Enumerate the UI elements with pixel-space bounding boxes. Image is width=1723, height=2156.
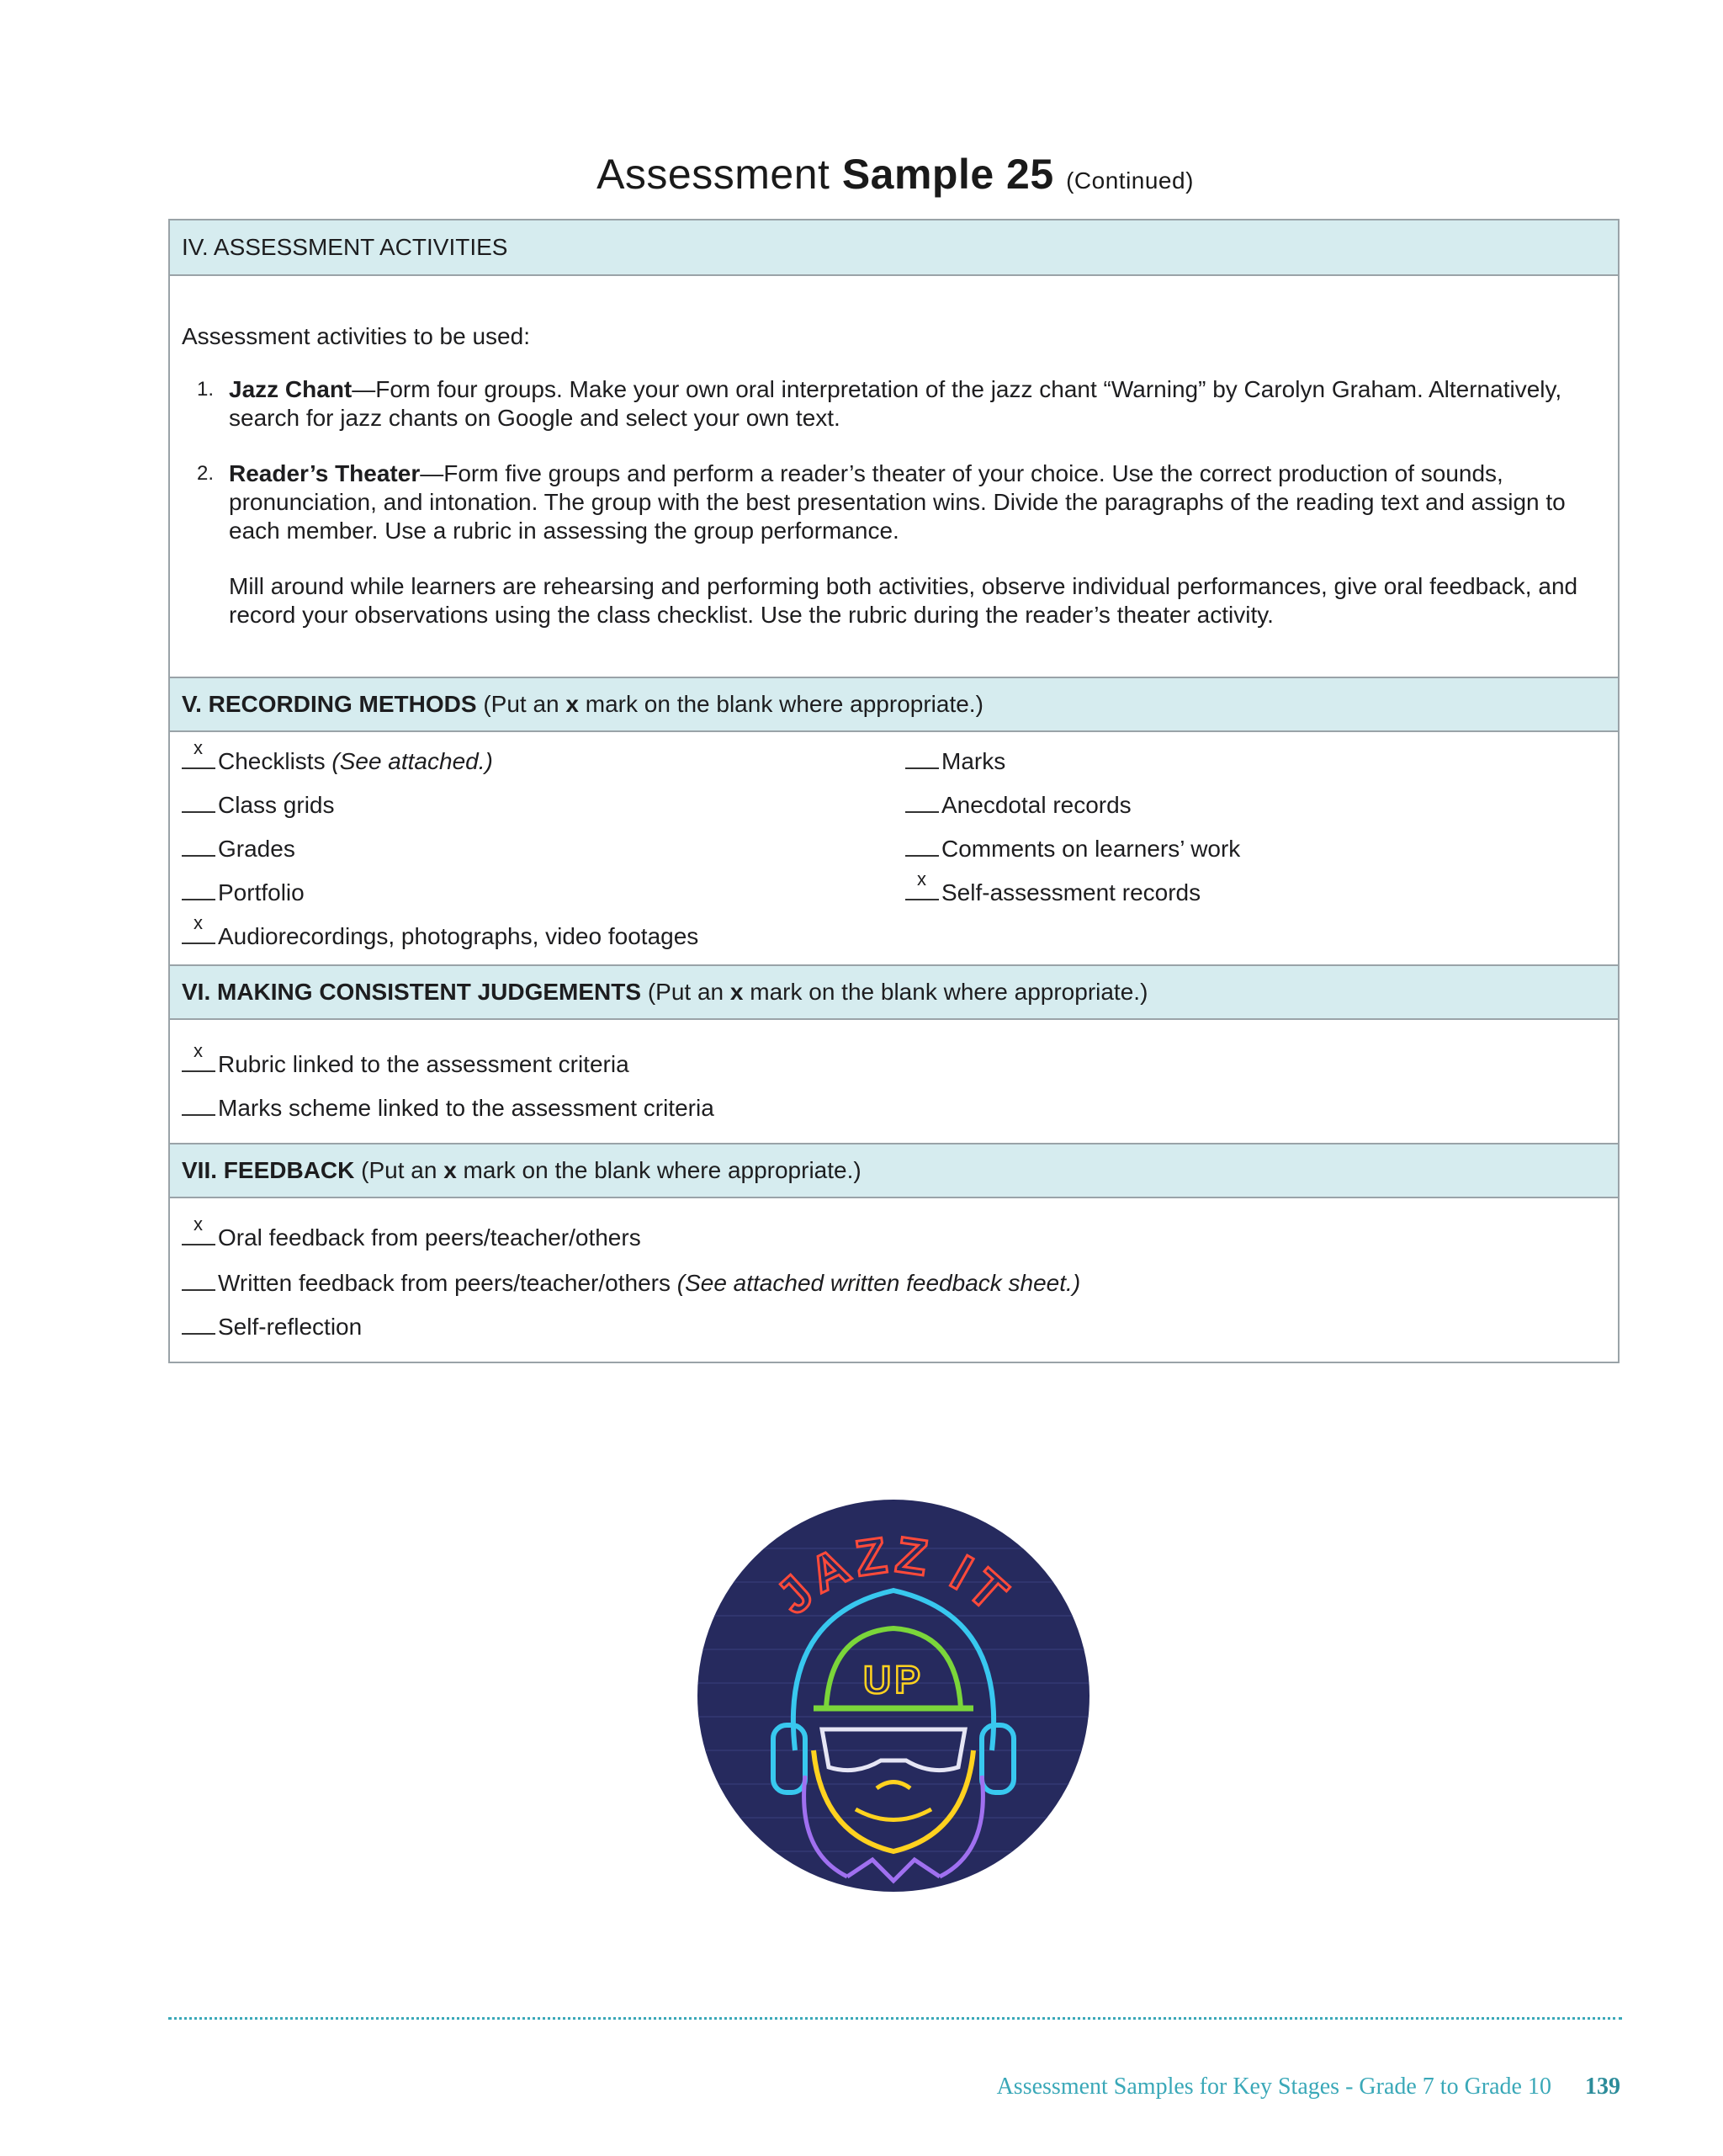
activity-item-2 (182, 459, 1604, 545)
section-7-heading-label: VII. FEEDBACK (182, 1157, 355, 1183)
option-note: (See attached.) (331, 748, 493, 774)
recording-option-comments (905, 830, 1240, 863)
section-6-heading (170, 966, 1618, 1020)
section-5-heading-label: V. RECORDING METHODS (182, 691, 477, 717)
checkbox-blank[interactable] (182, 1308, 215, 1335)
feedback-option-written (182, 1264, 1080, 1297)
checkbox-blank[interactable] (182, 1040, 215, 1072)
option-label: Anecdotal records (941, 792, 1132, 818)
checkbox-blank[interactable] (905, 830, 939, 857)
activity-name: Jazz Chant (229, 376, 353, 402)
x-mark: x (194, 912, 203, 933)
heading-pre: (Put an (641, 979, 730, 1005)
title-suffix: (Continued) (1066, 167, 1194, 194)
assessment-form (168, 219, 1620, 1363)
heading-pre: (Put an (354, 1157, 444, 1183)
heading-x: x (565, 691, 579, 717)
footer-divider (168, 2017, 1622, 2020)
option-label: Rubric linked to the assessment criteria (218, 1051, 629, 1077)
logo-text-top: JAZZ IT (765, 1526, 1022, 1625)
section-5-heading (170, 678, 1618, 732)
activity-num: 2. (197, 462, 215, 485)
activity-item-1 (182, 375, 1604, 433)
section-4-body (170, 276, 1618, 678)
title-prefix: Assessment (596, 151, 830, 198)
recording-option-portfolio (182, 874, 305, 906)
heading-x: x (729, 979, 744, 1005)
option-label: Checklists (218, 748, 326, 774)
option-label: Self-assessment records (941, 879, 1201, 905)
judgement-option-rubric (182, 1040, 629, 1078)
option-label: Marks (941, 748, 1006, 774)
option-label: Portfolio (218, 879, 305, 905)
section-5-body (170, 732, 1618, 966)
heading-pre: (Put an (476, 691, 566, 717)
option-label: Oral feedback from peers/teacher/others (218, 1224, 641, 1251)
checkbox-blank[interactable] (905, 786, 939, 813)
checkbox-blank[interactable] (905, 868, 939, 900)
page-footer (976, 2074, 1620, 2100)
logo-text-mid: UP (863, 1658, 924, 1702)
option-label: Class grids (218, 792, 335, 818)
recording-option-audiorecordings (182, 912, 699, 950)
checkbox-blank[interactable] (182, 830, 215, 857)
recording-option-grades (182, 830, 295, 863)
judgement-option-marks-scheme (182, 1089, 714, 1122)
recording-option-anecdotal (905, 786, 1132, 819)
section-6-heading-label: VI. MAKING CONSISTENT JUDGEMENTS (182, 979, 642, 1005)
option-label: Grades (218, 836, 295, 862)
title-bold: Sample 25 (841, 151, 1054, 198)
activities-intro: Assessment activities to be used: (182, 323, 530, 349)
option-label: Self-reflection (218, 1314, 363, 1340)
checkbox-blank[interactable] (182, 874, 215, 900)
footer-text: Assessment Samples for Key Stages - Grade 7 to Grade 10 (996, 2074, 1551, 2100)
activity-text: —Form five groups and perform a reader’s theater of your choice. Use the correct production of sounds, pronunciation, and intonation. The group with the best presentation wins. Divide the paragraphs of the reading text and assign to each member. Use a rubric in assessing the group performance. (229, 460, 1566, 544)
section-4-heading-text: IV. ASSESSMENT ACTIVITIES (182, 234, 508, 260)
x-mark: x (194, 737, 203, 758)
recording-option-class-grids (182, 786, 334, 819)
jazz-it-up-logo (696, 1498, 1091, 1893)
option-note: (See attached written feedback sheet.) (676, 1270, 1081, 1296)
section-7-body (170, 1198, 1618, 1362)
section-4-heading (170, 220, 1618, 276)
checkbox-blank[interactable] (182, 737, 215, 769)
recording-option-checklists (182, 737, 493, 775)
option-label: Marks scheme linked to the assessment criteria (218, 1095, 714, 1121)
option-label: Written feedback from peers/teacher/others (218, 1270, 671, 1296)
activities-note: Mill around while learners are rehearsing and performing both activities, observe individual performances, give oral feedback, and record your observations using the class checklist. Use the rubric during the reader’s theater activity. (229, 573, 1578, 628)
page-title (0, 150, 1723, 199)
option-label: Audiorecordings, photographs, video footages (218, 923, 699, 949)
x-mark: x (194, 1040, 203, 1061)
heading-post: mark on the blank where appropriate.) (578, 691, 983, 717)
feedback-option-oral (182, 1213, 641, 1251)
activity-text: —Form four groups. Make your own oral interpretation of the jazz chant “Warning” by Carolyn Graham. Alternatively, search for jazz chants on Google and select your own text. (229, 376, 1562, 431)
recording-option-self-assessment (905, 868, 1201, 906)
activity-name: Reader’s Theater (229, 460, 421, 486)
checkbox-blank[interactable] (182, 912, 215, 944)
page-number: 139 (1585, 2074, 1620, 2100)
checkbox-blank[interactable] (182, 1089, 215, 1116)
section-6-body (170, 1020, 1618, 1144)
x-mark: x (917, 868, 926, 889)
checkbox-blank[interactable] (905, 742, 939, 769)
heading-x: x (443, 1157, 457, 1183)
checkbox-blank[interactable] (182, 1264, 215, 1291)
option-label: Comments on learners’ work (941, 836, 1241, 862)
x-mark: x (194, 1213, 203, 1235)
feedback-option-self-reflection (182, 1308, 362, 1341)
activity-num: 1. (197, 378, 215, 401)
checkbox-blank[interactable] (182, 786, 215, 813)
recording-option-marks (905, 742, 1005, 775)
checkbox-blank[interactable] (182, 1213, 215, 1245)
heading-post: mark on the blank where appropriate.) (743, 979, 1148, 1005)
section-7-heading (170, 1144, 1618, 1198)
heading-post: mark on the blank where appropriate.) (456, 1157, 862, 1183)
